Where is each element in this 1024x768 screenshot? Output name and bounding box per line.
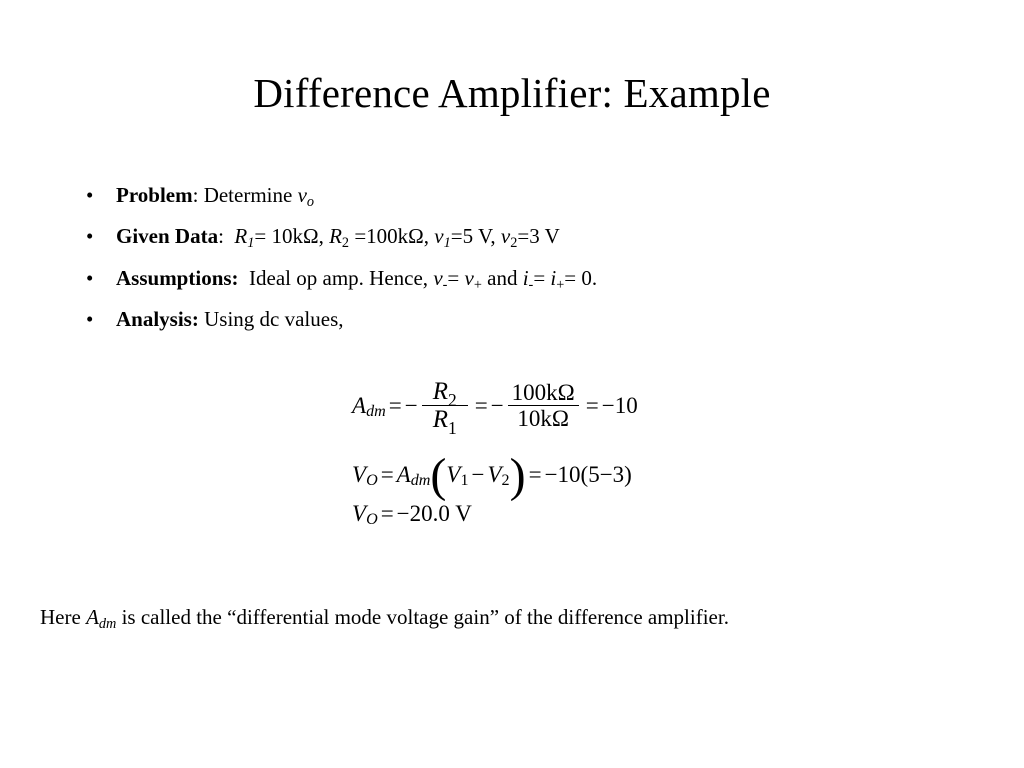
eq2-v1-subscript: 1 — [460, 471, 469, 489]
eq1-fraction-numerator — [429, 377, 461, 410]
eq2-a-var: A — [396, 461, 411, 487]
bullet-body: : $R_1= 10k\Omega$, $R_2 =100k\Omega$, $v_1=5$ V, $v_2=3$ V — [218, 224, 560, 252]
eq3-result: −20.0 V — [396, 501, 472, 526]
eq1-den-sub: 1 — [447, 417, 457, 438]
bullet-marker: • — [86, 265, 94, 290]
eq1-minus-1: − — [404, 392, 418, 418]
bullet-after-label: : Determine — [192, 183, 298, 207]
bullet-text — [116, 265, 966, 292]
bullet-marker: • — [86, 183, 94, 207]
eq1-minus-2: − — [490, 392, 504, 418]
eq1-lhs: A — [352, 392, 367, 418]
footnote-post: is called the “differential mode voltage gain” of the difference amplifier. — [116, 605, 729, 629]
eq2-minus: − — [471, 461, 485, 487]
list-item — [86, 265, 966, 292]
eq3-equals: = — [380, 501, 394, 526]
eq2-equals-2: = — [528, 461, 542, 487]
eq2-lhs: V — [352, 461, 367, 487]
footnote-pre: Here — [40, 605, 87, 629]
bullet-label: Problem — [116, 183, 193, 207]
eq1-num-sub: 2 — [447, 389, 457, 410]
footnote-symbol-a-subscript: dm — [98, 615, 117, 632]
eq2-v2-var: V — [487, 461, 502, 487]
list-item — [86, 223, 966, 250]
bullet-text — [116, 306, 966, 333]
eq1-num-var: R — [432, 377, 448, 405]
eq1-equals-1: = — [388, 392, 402, 418]
bullet-text — [116, 223, 966, 250]
footnote — [40, 604, 1000, 631]
eq1-value-fraction — [508, 380, 579, 431]
equation-vo-result — [352, 501, 638, 529]
bullet-body: Ideal op amp. Hence, $v_-= v_+$ and $i_-= i_+= 0$. — [238, 265, 598, 293]
bullet-list — [86, 182, 966, 347]
bullet-marker: • — [86, 224, 94, 249]
equation-adm — [352, 368, 638, 442]
eq2-equals-1: = — [380, 461, 394, 487]
equation-vo-expanded: V O = A dm ( V 1 − V 2 ) = −10(5−3) — [352, 449, 632, 502]
list-item — [86, 182, 966, 209]
bullet-body: Using dc values, — [198, 306, 344, 331]
list-item — [86, 306, 966, 333]
eq3-lhs: V — [352, 501, 367, 526]
eq1-value-numerator: 100kΩ — [511, 379, 575, 405]
bullet-label: Given Data — [116, 224, 219, 249]
eq1-den-var: R — [432, 405, 448, 433]
eq2-result: −10(5−3) — [544, 461, 632, 487]
eq1-equals-3: = — [585, 392, 599, 418]
footnote-symbol-a: A — [86, 605, 99, 629]
symbol-v-subscript: o — [306, 193, 315, 210]
eq2-v2-subscript: 2 — [501, 471, 510, 489]
bullet-label: Analysis: — [116, 306, 199, 331]
bullet-label: Assumptions: — [116, 265, 239, 290]
eq3-lhs-subscript: O — [366, 511, 378, 529]
eq2-lhs-subscript: O — [366, 471, 378, 489]
bullet-marker: • — [86, 306, 94, 331]
eq1-resistor-fraction — [422, 377, 468, 438]
bullet-text — [116, 182, 966, 209]
eq1-lhs-subscript: dm — [366, 402, 386, 420]
eq1-result: −10 — [601, 392, 638, 418]
eq1-equals-2: = — [474, 392, 488, 418]
eq2-v1-var: V — [446, 461, 461, 487]
equation-group — [352, 368, 638, 529]
symbol-v: v — [297, 183, 307, 207]
page-title: Difference Amplifier: Example — [253, 70, 771, 116]
eq1-value-denominator: 10kΩ — [517, 405, 570, 431]
eq2-a-subscript: dm — [410, 471, 431, 489]
